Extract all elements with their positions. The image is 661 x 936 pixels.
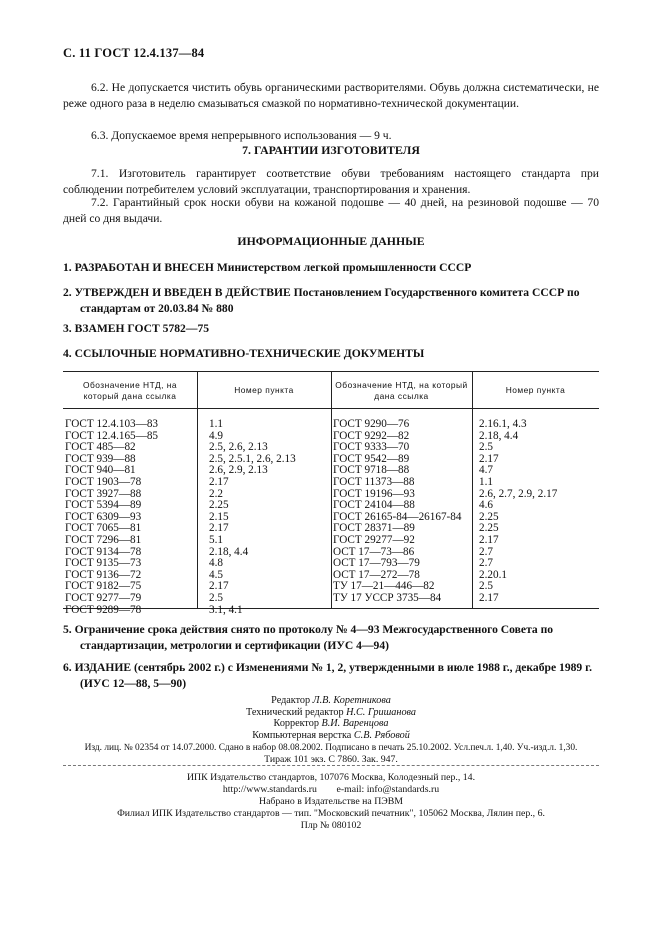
table-cell: ГОСТ 3927—88 xyxy=(65,487,142,500)
table-cell: ГОСТ 12.4.165—85 xyxy=(65,429,159,442)
publisher-line-5: Плр № 080102 xyxy=(300,820,362,831)
col-ntd-left xyxy=(65,419,158,616)
table-cell: 2.7 xyxy=(479,557,493,570)
table-cell: ГОСТ 939—88 xyxy=(65,452,136,465)
table-cell: 4.7 xyxy=(479,464,493,477)
paragraph-7-2: 7.2. Гарантийный срок носки обуви на кожаной подошве — 40 дней, на резиновой подошве — 70 дней со дня выдачи. xyxy=(63,196,599,225)
th-ntd-right: Обозначение НТД, на который дана ссылка xyxy=(335,380,468,401)
table-cell: 4.5 xyxy=(209,568,223,581)
table-cell: 5.1 xyxy=(209,533,223,546)
th-item-right: Номер пункта xyxy=(505,385,566,395)
table-cell: 2.17 xyxy=(479,452,499,465)
table-cell: 2.2 xyxy=(209,487,223,500)
page-header: С. 11 ГОСТ 12.4.137—84 xyxy=(63,46,205,60)
table-cell: ГОСТ 6309—93 xyxy=(65,510,142,523)
info-item-6: 6. ИЗДАНИЕ (сентябрь 2002 г.) с Изменениями № 1, 2, утвержденными в июле 1988 г., декабре 1989 г. (ИУС 12—88, 5—90) xyxy=(63,661,592,690)
publisher-line-3: Набрано в Издательстве на ПЭВМ xyxy=(259,796,403,807)
table-cell: 2.17 xyxy=(209,475,229,488)
table-cell: ГОСТ 9718—88 xyxy=(333,464,410,477)
publisher-line-4: Филиал ИПК Издательство стандартов — тип. "Московский печатник", 105062 Москва, Лялин пер., 6. xyxy=(117,808,545,819)
col-ntd-right xyxy=(333,419,461,605)
table-cell: ГОСТ 29277—92 xyxy=(333,533,415,546)
table-cell: 2.5 xyxy=(479,580,493,593)
paragraph-6-3: 6.3. Допускаемое время непрерывного использования — 9 ч. xyxy=(91,129,392,142)
table-cell: 4.6 xyxy=(479,499,493,512)
table-cell: ГОСТ 485—82 xyxy=(65,441,136,454)
references-table xyxy=(63,371,599,616)
table-cell: ГОСТ 9277—79 xyxy=(65,591,142,604)
table-cell: ГОСТ 19196—93 xyxy=(333,487,415,500)
table-cell: 2.25 xyxy=(209,499,229,512)
table-cell: ГОСТ 9135—73 xyxy=(65,557,142,570)
table-cell: ОСТ 17—73—86 xyxy=(333,545,415,558)
paragraph-6-2: 6.2. Не допускается чистить обувь органическими растворителями. Обувь должна систематически, не реже одного раза в неделю смазываться смазкой по нормативно-технической документации. xyxy=(63,81,599,110)
table-cell: 2.16.1, 4.3 xyxy=(479,418,527,430)
credit-editor: Редактор Л.В. Коретникова xyxy=(271,695,391,706)
table-cell: 2.25 xyxy=(479,510,499,523)
table-cell: 2.17 xyxy=(209,580,229,593)
table-cell: ГОСТ 9136—72 xyxy=(65,568,142,581)
table-cell: ГОСТ 9290—76 xyxy=(333,418,410,430)
table-cell: 2.5, 2.6, 2.13 xyxy=(209,441,268,454)
table-cell: 3.1, 4.1 xyxy=(209,603,243,616)
th-ntd-left: Обозначение НТД, на который дана ссылка xyxy=(82,380,178,401)
credit-layout: Компьютерная верстка С.В. Рябовой xyxy=(252,729,410,741)
table-cell: ГОСТ 7065—81 xyxy=(65,522,142,535)
table-cell: ГОСТ 940—81 xyxy=(65,464,136,477)
table-cell: ГОСТ 28371—89 xyxy=(333,522,415,535)
table-cell: ГОСТ 11373—88 xyxy=(333,475,415,488)
table-cell: ГОСТ 9542—89 xyxy=(333,452,410,465)
th-item-left: Номер пункта xyxy=(234,385,294,395)
table-cell: ГОСТ 1903—78 xyxy=(65,475,142,488)
table-header-rule xyxy=(63,408,599,409)
info-item-1: 1. РАЗРАБОТАН И ВНЕСЕН Министерством легкой промышленности СССР xyxy=(63,261,472,274)
table-cell: ГОСТ 9333—70 xyxy=(333,441,410,454)
info-item-5: 5. Ограничение срока действия снято по протоколу № 4—93 Межгосударственного Совета по стандартизации, метрологии и сертификации (ИУС 4—94) xyxy=(63,623,554,652)
info-item-2: 2. УТВЕРЖДЕН И ВВЕДЕН В ДЕЙСТВИЕ Постановлением Государственного комитета СССР по стандартам от 20.03.84 № 880 xyxy=(63,286,580,315)
info-item-4: 4. ССЫЛОЧНЫЕ НОРМАТИВНО-ТЕХНИЧЕСКИЕ ДОКУМЕНТЫ xyxy=(63,347,425,360)
table-cell: 2.5 xyxy=(479,441,493,454)
table-cell: ГОСТ 9292—82 xyxy=(333,429,410,442)
table-cell: ГОСТ 24104—88 xyxy=(333,499,415,512)
table-cell: 2.17 xyxy=(479,591,499,604)
table-cell: ГОСТ 7296—81 xyxy=(65,533,142,546)
table-cell: ГОСТ 9182—75 xyxy=(65,580,142,593)
credits-block xyxy=(63,695,599,741)
table-cell: ОСТ 17—793—79 xyxy=(333,557,420,570)
info-data-title: ИНФОРМАЦИОННЫЕ ДАННЫЕ xyxy=(237,234,425,248)
table-cell: 2.18, 4.4 xyxy=(479,429,519,442)
table-cell: 2.5 xyxy=(209,591,223,604)
table-cell: 2.7 xyxy=(479,545,493,558)
table-cell: 2.17 xyxy=(479,533,499,546)
table-cell: 2.5, 2.5.1, 2.6, 2.13 xyxy=(209,452,296,465)
table-cell: ГОСТ 9289—78 xyxy=(65,603,142,616)
table-cell: 2.15 xyxy=(209,510,229,523)
table-cell: ОСТ 17—272—78 xyxy=(333,568,420,581)
publisher-line-2: http://www.standards.ru e-mail: info@standards.ru xyxy=(222,784,440,795)
print-info-line-2: Тираж 101 экз. С 7860. Зак. 947. xyxy=(264,754,398,765)
table-cell: 2.25 xyxy=(479,522,499,535)
credit-corrector: Корректор В.И. Варенцова xyxy=(273,718,389,729)
table-cell: ГОСТ 12.4.103—83 xyxy=(65,418,159,430)
divider-dashed xyxy=(63,765,599,766)
print-info-line-1: Изд. лиц. № 02354 от 14.07.2000. Сдано в набор 08.08.2002. Подписано в печать 25.10.2002. Усл.печ.л. 1,40. Уч.-изд.л. 1,30. xyxy=(84,743,578,753)
table-cell: 2.6, 2.9, 2.13 xyxy=(209,464,268,477)
col-items-left xyxy=(209,419,296,616)
info-item-3: 3. ВЗАМЕН ГОСТ 5782—75 xyxy=(63,322,210,335)
col-items-right xyxy=(479,419,557,605)
table-cell: 4.9 xyxy=(209,429,223,442)
section-7-title: 7. ГАРАНТИИ ИЗГОТОВИТЕЛЯ xyxy=(242,143,420,157)
table-cell: 2.18, 4.4 xyxy=(209,545,249,558)
table-cell: 2.20.1 xyxy=(479,568,507,581)
table-cell: ТУ 17—21—446—82 xyxy=(333,580,435,593)
table-cell: 2.17 xyxy=(209,522,229,535)
credit-tech-editor: Технический редактор Н.С. Гришанова xyxy=(246,706,416,718)
table-cell: 2.6, 2.7, 2.9, 2.17 xyxy=(479,487,558,500)
table-cell: 1.1 xyxy=(209,418,223,430)
table-cell: ТУ 17 УССР 3735—84 xyxy=(333,591,442,604)
table-cell: ГОСТ 5394—89 xyxy=(65,499,142,512)
publisher-line-1: ИПК Издательство стандартов, 107076 Москва, Колодезный пер., 14. xyxy=(186,772,476,783)
table-cell: 4.8 xyxy=(209,557,223,570)
paragraph-7-1: 7.1. Изготовитель гарантирует соответствие обуви требованиям настоящего стандарта при соблюдении потребителем условий эксплуатации, транспортирования и хранения. xyxy=(63,167,599,196)
table-cell: 1.1 xyxy=(479,475,493,488)
table-cell: ГОСТ 26165-84—26167-84 xyxy=(333,510,462,523)
table-cell: ГОСТ 9134—78 xyxy=(65,545,142,558)
